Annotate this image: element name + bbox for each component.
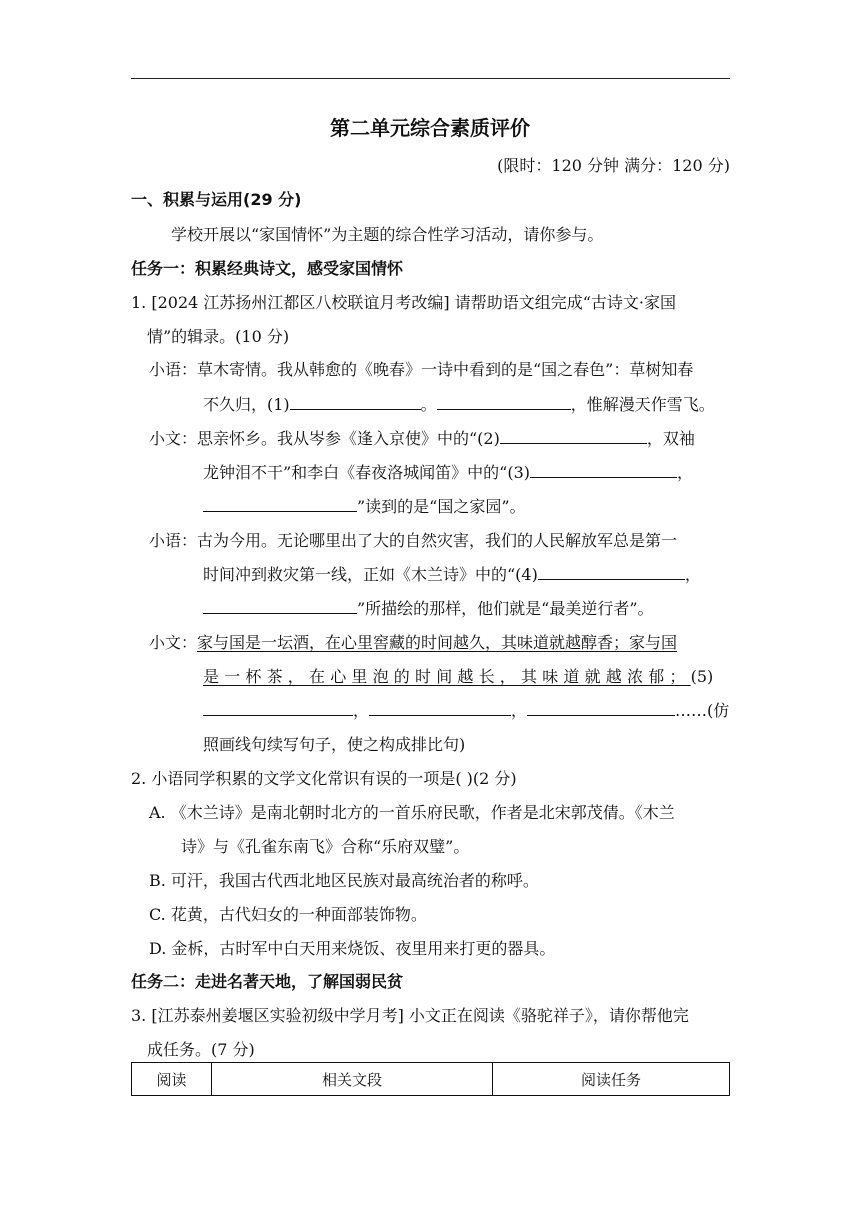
option-b[interactable] <box>149 870 539 892</box>
text-fragment: 龙钟泪不干”和李白《春夜洛城闻笛》中的“(3) <box>203 463 531 482</box>
dialogue-xiaowen-2-cont <box>203 666 713 688</box>
text-fragment: 。 <box>420 395 437 414</box>
text-fragment: 不久归，(1) <box>203 395 290 414</box>
answer-blank-5b[interactable] <box>369 700 511 716</box>
question-3-stem: 3. [江苏泰州姜堰区实验初级中学月考] 小文正在阅读《骆驼祥子》，请你帮他完 <box>131 1006 689 1025</box>
question-1-stem: 1. [2024 江苏扬州江都区八校联谊月考改编] 请帮助语文组完成“古诗文·家国 <box>131 293 676 312</box>
text-fragment: ……(仿 <box>675 701 730 720</box>
dialogue-xiaoyu-2-cont2 <box>203 598 654 620</box>
dialogue-xiaoyu-1: 小语：草木寄情。我从韩愈的《晚春》一诗中看到的是“国之春色”：草树知春 <box>149 360 694 379</box>
table-header-cell: 阅读 <box>132 1063 212 1096</box>
answer-blank-1b[interactable] <box>437 394 571 410</box>
dialogue-xiaoyu-1-cont <box>203 394 715 416</box>
option-d[interactable] <box>149 938 555 960</box>
task2-heading: 任务二：走进名著天地，了解国弱民贫 <box>131 972 404 991</box>
task1-heading: 任务一：积累经典诗文，感受家国情怀 <box>131 259 404 278</box>
option-a-text: A. 《木兰诗》是南北朝时北方的一首乐府民歌，作者是北宋郭茂倩。《木兰 <box>149 803 675 822</box>
underlined-sentence: 是一杯茶，在心里泡的时间越长，其味道就越浓郁； <box>203 667 691 686</box>
dialogue-xiaowen-2-cont3: 照画线句续写句子，使之构成排比句) <box>203 735 466 754</box>
page-title: 第二单元综合素质评价 <box>330 116 530 140</box>
answer-blank-5c[interactable] <box>527 700 675 716</box>
text-fragment: ， <box>353 701 370 720</box>
answer-blank-2[interactable] <box>500 428 647 444</box>
dialogue-xiaowen-1-cont2 <box>203 496 526 518</box>
option-c[interactable] <box>149 904 427 926</box>
question-1-stem-cont: 情”的辑录。(10 分) <box>147 327 290 346</box>
answer-blank-3[interactable] <box>530 462 677 478</box>
table-header-row <box>132 1063 730 1096</box>
dialogue-xiaowen-2-cont2 <box>203 700 729 722</box>
table-header-cell: 相关文段 <box>212 1063 493 1096</box>
option-a[interactable] <box>149 802 675 824</box>
option-c-text: C. 花黄，古代妇女的一种面部装饰物。 <box>149 905 427 924</box>
option-b-text: B. 可汗，我国古代西北地区民族对最高统治者的称呼。 <box>149 871 539 890</box>
text-fragment: ”读到的是“国之家园”。 <box>357 497 526 516</box>
text-fragment: ， <box>677 463 694 482</box>
speaker-label: 小文： <box>149 633 198 652</box>
text-fragment: ”所描绘的那样，他们就是“最美逆行者”。 <box>357 599 654 618</box>
answer-blank-4[interactable] <box>538 564 685 580</box>
option-d-text: D. 金柝，古时军中白天用来烧饭、夜里用来打更的器具。 <box>149 939 556 958</box>
top-rule <box>131 78 730 79</box>
answer-blank-3b[interactable] <box>203 496 357 512</box>
answer-blank-1[interactable] <box>290 394 421 410</box>
table-header-cell: 阅读任务 <box>493 1063 730 1096</box>
question-2-stem: 2. 小语同学积累的文学文化常识有误的一项是( )(2 分) <box>131 769 517 788</box>
text-fragment: ， <box>511 701 528 720</box>
dialogue-xiaowen-1-cont <box>203 462 693 484</box>
text-fragment: 小文：思亲怀乡。我从岑参《逢入京使》中的“(2) <box>149 429 500 448</box>
time-score-info: (限时：120 分钟 满分：120 分) <box>497 156 730 175</box>
dialogue-xiaowen-1 <box>149 428 695 450</box>
text-fragment: 时间冲到救灾第一线，正如《木兰诗》中的“(4) <box>203 565 538 584</box>
section-heading: 一、积累与运用(29 分) <box>131 190 302 209</box>
text-fragment: (5) <box>690 667 714 686</box>
dialogue-xiaoyu-2-cont <box>203 564 701 586</box>
underlined-sentence: 家与国是一坛酒，在心里窖藏的时间越久，其味道就越醇香；家与国 <box>197 633 678 652</box>
question-3-stem-cont: 成任务。(7 分) <box>147 1040 255 1059</box>
dialogue-xiaoyu-2: 小语：古为今用。无论哪里出了大的自然灾害，我们的人民解放军总是第一 <box>149 531 678 550</box>
answer-blank-4b[interactable] <box>203 598 357 614</box>
text-fragment: ， <box>684 565 701 584</box>
reading-task-table <box>131 1062 730 1096</box>
text-fragment: ，双袖 <box>646 429 695 448</box>
option-a-cont: 诗》与《孔雀东南飞》合称“乐府双璧”。 <box>181 837 470 856</box>
answer-blank-5a[interactable] <box>203 700 353 716</box>
section-intro: 学校开展以“家国情怀”为主题的综合性学习活动，请你参与。 <box>171 225 604 244</box>
dialogue-xiaowen-2 <box>149 632 677 654</box>
text-fragment: ，惟解漫天作雪飞。 <box>570 395 715 414</box>
